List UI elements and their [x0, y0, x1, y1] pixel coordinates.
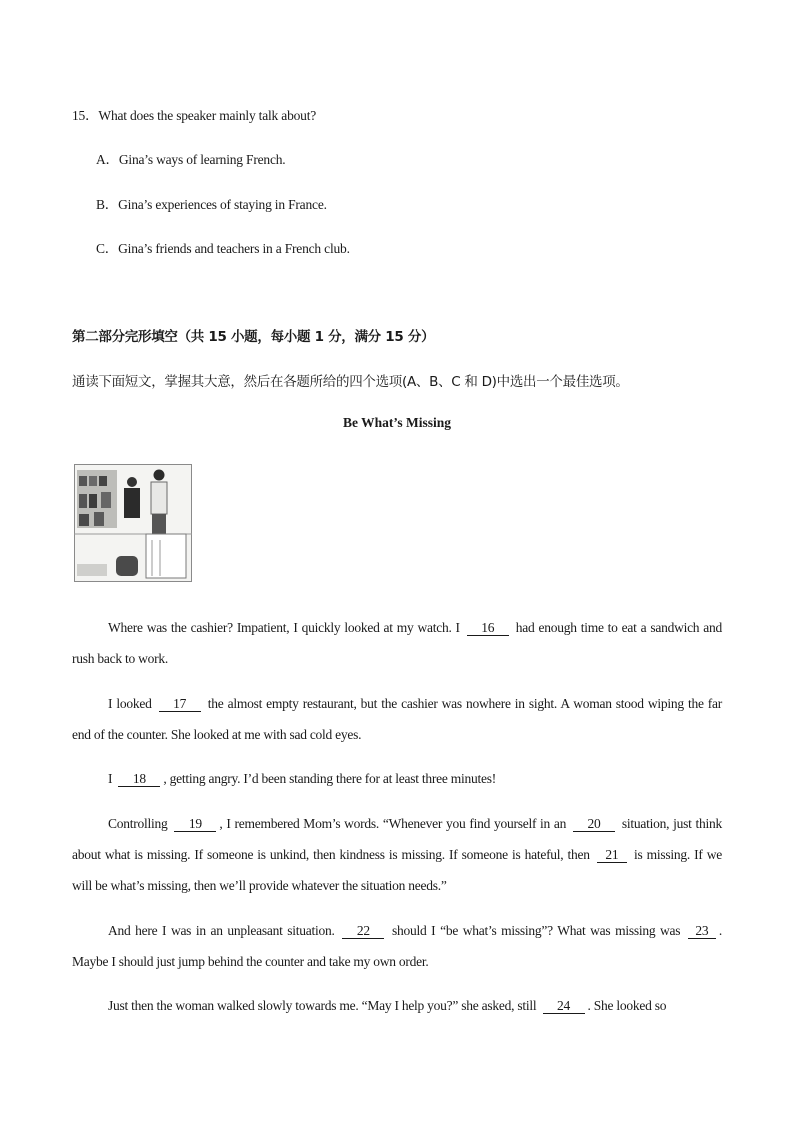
blank-16[interactable]: 16: [467, 620, 509, 636]
paragraph-3-text-a: I: [108, 771, 113, 786]
paragraph-4-text-a: Controlling: [108, 816, 168, 831]
paragraph-5-text-b: should I “be what’s missing”? What was missing was: [392, 923, 681, 938]
question-15-option-b: B．Gina’s experiences of staying in France.: [96, 197, 327, 212]
passage-paragraph-2: [72, 688, 722, 750]
restaurant-illustration: [74, 464, 192, 582]
paragraph-5-text-a: And here I was in an unpleasant situation.: [108, 923, 335, 938]
paragraph-1-text-a: Where was the cashier? Impatient, I quickly looked at my watch. I: [108, 620, 460, 635]
section-heading: 第二部分完形填空（共 15 小题，每小题 1 分，满分 15 分）: [72, 329, 435, 345]
paragraph-3-text-b: , getting angry. I’d been standing there for at least three minutes!: [163, 771, 497, 786]
paragraph-1-text-b: had enough time to eat a sandwich and rush back to work.: [72, 620, 723, 666]
paragraph-5-text-c: . Maybe I should just jump behind the counter and take my own order.: [72, 923, 723, 969]
section-instruction: 通读下面短文，掌握其大意，然后在各题所给的四个选项(A、B、C 和 D)中选出一个最佳选项。: [72, 374, 629, 390]
passage-paragraph-1: [72, 612, 722, 674]
blank-19[interactable]: 19: [174, 816, 216, 832]
passage-paragraph-3: [72, 763, 722, 794]
passage-paragraph-4: [72, 808, 722, 901]
passage-paragraph-6: [72, 990, 722, 1021]
blank-20[interactable]: 20: [573, 816, 615, 832]
paragraph-6-text-b: . She looked so: [587, 998, 667, 1013]
question-15-stem: 15．What does the speaker mainly talk about?: [72, 108, 317, 123]
blank-17[interactable]: 17: [159, 696, 201, 712]
paragraph-4-text-d: is missing. If we will be what’s missing, then we’ll provide whatever the situation needs.”: [72, 847, 723, 893]
paragraph-4-text-b: , I remembered Mom’s words. “Whenever you find yourself in an: [219, 816, 567, 831]
passage-paragraph-5: [72, 915, 722, 977]
passage-title: Be What’s Missing: [342, 415, 451, 430]
paragraph-2-text-b: the almost empty restaurant, but the cashier was nowhere in sight. A woman stood wiping the far end of the counter. She looked at me with sad cold eyes.: [72, 696, 723, 742]
blank-18[interactable]: 18: [118, 771, 160, 787]
blank-21[interactable]: 21: [597, 847, 627, 863]
paragraph-6-text-a: Just then the woman walked slowly towards me. “May I help you?” she asked, still: [108, 998, 537, 1013]
blank-23[interactable]: 23: [688, 923, 716, 939]
paragraph-4-text-c: situation, just think about what is missing. If someone is unkind, then kindness is missing. If someone is hateful, then: [72, 816, 723, 862]
question-15-option-c: C．Gina’s friends and teachers in a French club.: [96, 241, 350, 256]
blank-22[interactable]: 22: [342, 923, 384, 939]
blank-24[interactable]: 24: [543, 998, 585, 1014]
paragraph-2-text-a: I looked: [108, 696, 152, 711]
question-15-option-a: A．Gina’s ways of learning French.: [96, 152, 286, 167]
